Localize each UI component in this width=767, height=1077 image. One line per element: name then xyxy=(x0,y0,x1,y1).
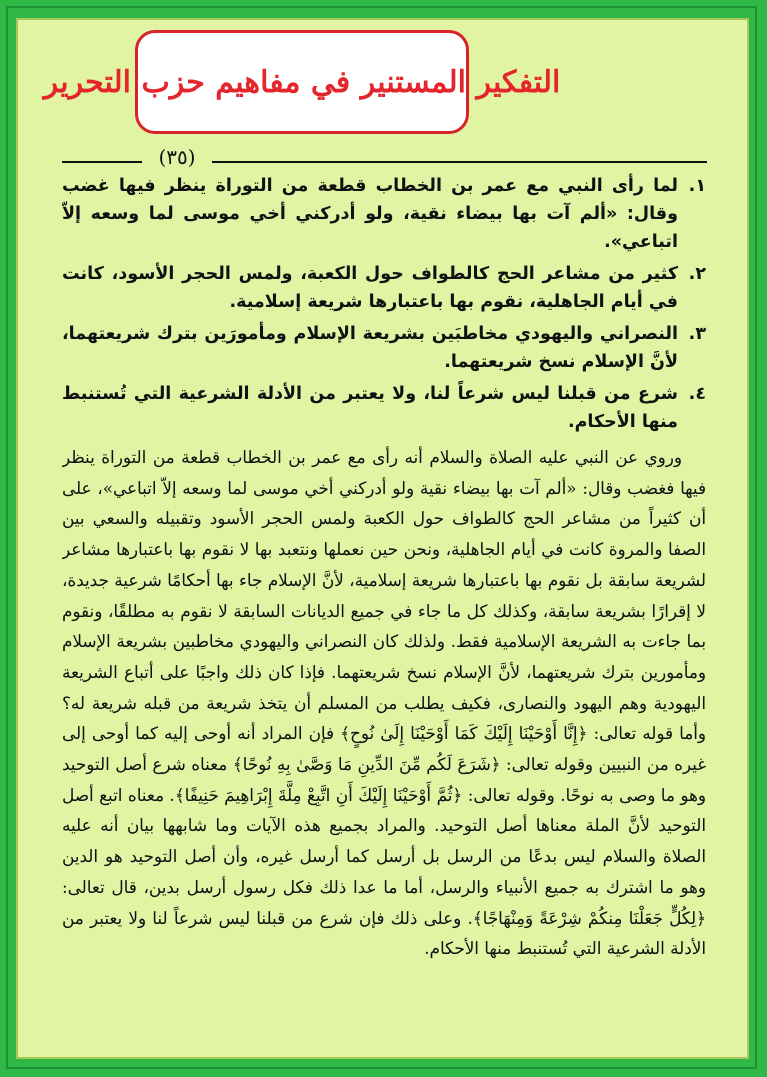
point-number: ٣. xyxy=(688,324,706,344)
list-item xyxy=(62,380,706,436)
numbered-points xyxy=(62,172,706,436)
list-item xyxy=(62,320,706,376)
list-item xyxy=(62,260,706,316)
point-text: كثير من مشاعر الحج كالطواف حول الكعبة، ولمس الحجر الأسود، كانت في أيام الجاهلية، نقوم بها باعتبارها شريعة إسلامية. xyxy=(62,264,678,312)
page-number: (٣٥) xyxy=(158,145,196,169)
page-number-row xyxy=(62,145,707,173)
title-banner xyxy=(43,30,561,134)
body-paragraph: وروي عن النبي عليه الصلاة والسلام أنه رأى مع عمر بن الخطاب قطعة من التوراة ينظر فيها فغضب وقال: «ألم آت بها بيضاء نقية ولو أدركني أخي موسى لما وسعه إلاّ اتباعي»، على أن كثيراً من مشاعر الحج كالطواف حول الكعبة ولمس الحجر الأسود وتقبيله والسعي بين الصفا والمروة كانت في أيام الجاهلية، ونحن حين نعملها ونتعبد بها لا نقوم بها باعتبارها مشاعر لشريعة سابقة بل نقوم بها باعتبارها شريعة إسلامية، لأنَّ الإسلام جاء بها أحكامًا شرعية جديدة، لا إقرارًا بشريعة سابقة، وكذلك كل ما جاء في جميع الديانات السابقة لا نقوم به مطلقًا، ونقوم بما جاءت به الشريعة الإسلامية فقط. ولذلك كان النصراني واليهودي مخاطبين بشريعة الإسلام ومأمورين بترك شريعتهما، لأنَّ الإسلام نسخ شريعتهما. فإذا كان ذلك واجبًا على أتباع الشريعة اليهودية وهم اليهود والنصارى، فكيف يطلب من المسلم أن يتخذ شريعة من قبله شريعة له؟ وأما قوله تعالى: ﴿إِنَّا أَوْحَيْنَا إِلَيْكَ كَمَا أَوْحَيْنَا إِلَىٰ نُوحٍ﴾ فإن المراد أنه أوحى إليه كما أوحى إلى غيره من النبيين وقوله تعالى: ﴿شَرَعَ لَكُم مِّنَ الدِّينِ مَا وَصَّىٰ بِهِ نُوحًا﴾ معناه شرع أصل التوحيد وهو ما وصى به نوحًا. وقوله تعالى: ﴿ثُمَّ أَوْحَيْنَا إِلَيْكَ أَنِ اتَّبِعْ مِلَّةَ إِبْرَاهِيمَ حَنِيفًا﴾. معناه اتبع أصل التوحيد لأنَّ الملة معناها أصل التوحيد. والمراد بجميع هذه الآيات وما شابهها بيان أنه عليه الصلاة والسلام ليس بدعًا من الرسل بل أرسل كما أرسل غيره، وأن أصل التوحيد هو الدين وهو ما اشترك به جميع الأنبياء والرسل، أما ما عدا ذلك فكل رسول أرسل بدين، قال تعالى: ﴿لِكُلٍّ جَعَلْنَا مِنكُمْ شِرْعَةً وَمِنْهَاجًا﴾. وعلى ذلك فإن شرع من قبلنا ليس شرعاً لنا ولا يعتبر من الأدلة الشرعية التي تُستنبط منها الأحكام. xyxy=(62,447,706,959)
point-text: النصراني واليهودي مخاطبَين بشريعة الإسلام ومأمورَين بترك شريعتهما، لأنَّ الإسلام نسخ شريعتهما. xyxy=(62,324,678,372)
point-number: ٢. xyxy=(688,264,706,284)
page-number-rule-right xyxy=(212,161,707,163)
book-title: التفكير المستنير في مفاهيم حزب التحرير xyxy=(43,64,561,100)
point-text: شرع من قبلنا ليس شرعاً لنا، ولا يعتبر من الأدلة الشرعية التي تُستنبط منها الأحكام. xyxy=(62,384,678,432)
point-text: لما رأى النبي مع عمر بن الخطاب قطعة من التوراة ينظر فيها غضب وقال: «ألم آت بها بيضاء نقية، ولو أدركني أخي موسى لما وسعه إلاّ اتباعي». xyxy=(62,176,678,252)
page-content xyxy=(62,172,706,1042)
list-item xyxy=(62,172,706,256)
point-number: ١. xyxy=(688,176,706,196)
page-number-rule-left xyxy=(62,161,142,163)
point-number: ٤. xyxy=(688,384,706,404)
